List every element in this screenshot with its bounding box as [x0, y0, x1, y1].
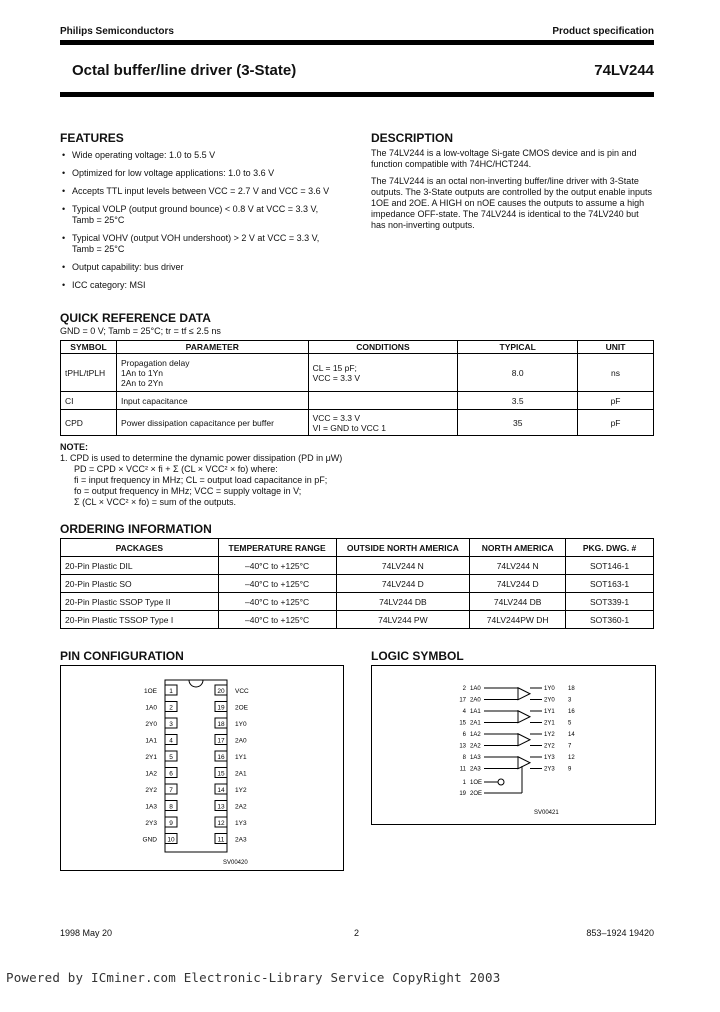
input-pin-label: 1A3 [470, 755, 481, 761]
table-cell: VCC = 3.3 V VI = GND to VCC 1 [308, 410, 458, 436]
pin-label: 1A0 [145, 704, 157, 712]
pin-number: 17 [217, 737, 225, 745]
pin-label: 2Y0 [145, 721, 157, 728]
note-block [60, 442, 654, 508]
input-pin-number: 15 [459, 720, 466, 727]
table-row [61, 593, 654, 611]
part-number: 74LV244 [594, 62, 654, 79]
header-rule-bottom [60, 92, 654, 97]
table-cell: 74LV244 PW [336, 611, 470, 629]
output-pin-number: 18 [568, 686, 575, 692]
pin-number: 5 [169, 754, 173, 761]
table-cell: –40°C to +125°C [218, 593, 336, 611]
features-heading: FEATURES [60, 131, 124, 145]
table-row [61, 611, 654, 629]
pin-label: GND [142, 836, 157, 844]
input-pin-number: 8 [462, 755, 466, 761]
description-paragraph: The 74LV244 is an octal non-inverting buffer/line driver with 3-State outputs. The 3-State outputs are controlled by the output enable inputs 1OE and 2OE. A HIGH on nOE causes the outputs to assume a high impedance OFF-state. The 74LV244 is identical to the 74LV240 but has non-inverting outputs. [371, 176, 653, 230]
pin-number: 18 [217, 721, 225, 728]
table-cell: 35 [458, 410, 578, 436]
column-header: SYMBOL [61, 341, 117, 354]
table-header-row [61, 539, 654, 557]
input-pin-label: 1A0 [470, 686, 481, 692]
output-pin-label: 2Y0 [544, 697, 555, 704]
pin-label: 1A2 [145, 770, 157, 778]
note-line: 1. CPD is used to determine the dynamic power dissipation (PD in μW) [60, 453, 343, 463]
table-cell: 74LV244 N [336, 557, 470, 575]
pin-label: 2Y1 [145, 754, 157, 761]
pin-label: 1A3 [145, 803, 157, 811]
table-cell: –40°C to +125°C [218, 557, 336, 575]
table-cell: –40°C to +125°C [218, 611, 336, 629]
pin-number: 6 [169, 770, 173, 778]
column-header: TEMPERATURE RANGE [218, 539, 336, 557]
pin-number: 10 [167, 836, 175, 844]
table-cell: tPHL/tPLH [61, 354, 117, 392]
note-line: fi = input frequency in MHz; CL = output load capacitance in pF; [74, 475, 328, 485]
input-pin-number: 2 [462, 686, 466, 692]
pin-number: 9 [169, 820, 173, 827]
feature-item: • Typical VOLP (output ground bounce) < 0.8 V at VCC = 3.3 V, Tamb = 25°C [62, 204, 332, 226]
feature-item: • Accepts TTL input levels between VCC = 2.7 V and VCC = 3.6 V [62, 186, 332, 197]
column-header: PKG. DWG. # [566, 539, 654, 557]
output-pin-label: 2Y2 [544, 743, 555, 750]
pin-number: 12 [217, 820, 225, 827]
feature-item: • Wide operating voltage: 1.0 to 5.5 V [62, 150, 332, 161]
company-name: Philips Semiconductors [60, 26, 174, 37]
column-header: PARAMETER [116, 341, 308, 354]
description-body [371, 148, 654, 237]
pin-label: 1Y1 [235, 754, 247, 761]
pin-number: 1 [169, 688, 173, 695]
doc-type: Product specification [552, 26, 654, 37]
ordering-heading: ORDERING INFORMATION [60, 522, 212, 536]
table-row [61, 354, 654, 392]
table-cell: 74LV244 DB [336, 593, 470, 611]
pin-label: 2A2 [235, 803, 247, 811]
input-pin-label: 1A2 [470, 732, 481, 738]
table-cell: SOT163-1 [566, 575, 654, 593]
output-pin-number: 5 [568, 720, 572, 727]
pin-label: 1Y2 [235, 787, 247, 794]
input-pin-label: 2A3 [470, 766, 481, 773]
table-cell: CI [61, 392, 117, 410]
column-header: UNIT [578, 341, 654, 354]
logic-inputs [459, 686, 518, 773]
output-pin-label: 1Y1 [544, 709, 555, 715]
logic-symbol-heading: LOGIC SYMBOL [371, 649, 464, 663]
inversion-bubble [498, 779, 504, 785]
input-pin-label: 2A0 [470, 697, 481, 704]
output-pin-label: 2Y1 [544, 720, 555, 727]
logic-symbol-diagram [372, 666, 655, 824]
table-cell: Input capacitance [116, 392, 308, 410]
pin-label: 1OE [143, 688, 157, 695]
input-pin-number: 17 [459, 697, 466, 704]
pin-label: 2A1 [235, 770, 247, 778]
column-header: CONDITIONS [308, 341, 458, 354]
output-pin-number: 14 [568, 732, 575, 738]
figure-code: SV00420 [223, 860, 248, 866]
quick-ref-table [60, 340, 654, 436]
output-pin-number: 12 [568, 755, 575, 761]
pin-number: 7 [169, 787, 173, 794]
table-cell: 20-Pin Plastic SO [61, 575, 219, 593]
input-pin-label: 1A1 [470, 709, 481, 715]
input-pin-number: 11 [459, 766, 466, 773]
table-cell: SOT339-1 [566, 593, 654, 611]
feature-item: • ICC category: MSI [62, 280, 332, 291]
table-cell: Propagation delay 1An to 1Yn 2An to 2Yn [116, 354, 308, 392]
buffer-triangle [518, 711, 530, 723]
column-header: PACKAGES [61, 539, 219, 557]
table-cell: –40°C to +125°C [218, 575, 336, 593]
footer-page: 2 [354, 928, 360, 938]
table-cell: CPD [61, 410, 117, 436]
table-cell: 74LV244PW DH [470, 611, 566, 629]
powered-by-banner: Powered by ICminer.com Electronic-Library Service CopyRight 2003 [6, 970, 501, 985]
logic-outputs [530, 686, 575, 773]
footer-code: 853–1924 19420 [586, 928, 654, 938]
input-pin-label: 2A1 [470, 720, 481, 727]
pin-label: 1Y0 [235, 721, 247, 728]
table-cell: SOT360-1 [566, 611, 654, 629]
enable-pin-label: 1OE [470, 780, 483, 786]
input-pin-label: 2A2 [470, 743, 481, 750]
table-cell: 74LV244 D [470, 575, 566, 593]
output-pin-label: 1Y0 [544, 686, 555, 692]
table-cell: CL = 15 pF; VCC = 3.3 V [308, 354, 458, 392]
note-line: fo = output frequency in MHz; VCC = supply voltage in V; [74, 486, 302, 496]
pin-number: 4 [169, 737, 173, 745]
enable-pin-number: 19 [459, 791, 466, 797]
table-row [61, 392, 654, 410]
input-pin-number: 4 [462, 709, 466, 715]
output-pin-number: 16 [568, 709, 575, 715]
feature-item: • Typical VOHV (output VOH undershoot) > 2 V at VCC = 3.3 V, Tamb = 25°C [62, 233, 332, 255]
note-line: Σ (CL × VCC² × fo) = sum of the outputs. [74, 497, 237, 507]
table-cell: pF [578, 392, 654, 410]
logic-enables [459, 766, 522, 797]
description-heading: DESCRIPTION [371, 131, 454, 145]
buffer-triangle [518, 734, 530, 746]
enable-pin-number: 1 [462, 780, 466, 786]
buffer-triangle [518, 757, 530, 769]
pin-number: 11 [217, 836, 225, 844]
pin-label: 1Y3 [235, 820, 247, 827]
table-cell: 3.5 [458, 392, 578, 410]
output-pin-number: 3 [568, 697, 572, 704]
pin-label: 2A0 [235, 737, 247, 745]
pin-number: 14 [217, 787, 225, 794]
features-list [62, 150, 332, 298]
table-cell: 74LV244 D [336, 575, 470, 593]
table-cell: ns [578, 354, 654, 392]
logic-symbol-figure [371, 665, 656, 825]
buffer-triangle [518, 688, 530, 700]
description-paragraph: The 74LV244 is a low-voltage Si-gate CMOS device and is pin and function compatible with 74HC/HCT244. [371, 148, 637, 169]
pin-label: 1A1 [145, 737, 157, 745]
column-header: OUTSIDE NORTH AMERICA [336, 539, 470, 557]
ordering-table [60, 538, 654, 629]
table-cell: 74LV244 DB [470, 593, 566, 611]
table-row [61, 410, 654, 436]
pin-number: 16 [217, 754, 225, 761]
table-cell: 8.0 [458, 354, 578, 392]
pin-label: VCC [235, 688, 249, 695]
pin-config-figure [60, 665, 344, 871]
figure-code: SV00421 [534, 810, 559, 816]
table-row [61, 575, 654, 593]
pin-number: 20 [217, 688, 225, 695]
pin-number: 3 [169, 721, 173, 728]
feature-item: • Output capability: bus driver [62, 262, 332, 273]
table-cell: pF [578, 410, 654, 436]
pin-config-diagram [61, 666, 343, 870]
pin-config-heading: PIN CONFIGURATION [60, 649, 184, 663]
input-pin-number: 6 [462, 732, 466, 738]
table-cell: 20-Pin Plastic SSOP Type II [61, 593, 219, 611]
table-header-row [61, 341, 654, 354]
pin-number: 15 [217, 770, 225, 778]
pin-label: 2A3 [235, 836, 247, 844]
input-pin-number: 13 [459, 743, 466, 750]
output-pin-number: 9 [568, 766, 572, 773]
footer-date: 1998 May 20 [60, 928, 113, 938]
pin-number: 8 [169, 803, 173, 811]
pin-number: 19 [217, 704, 225, 712]
table-cell: 20-Pin Plastic TSSOP Type I [61, 611, 219, 629]
feature-item: • Optimized for low voltage applications: 1.0 to 3.6 V [62, 168, 332, 179]
note-line: PD = CPD × VCC² × fi + Σ (CL × VCC² × fo) where: [74, 464, 278, 474]
column-header: NORTH AMERICA [470, 539, 566, 557]
table-row [61, 557, 654, 575]
table-cell: 20-Pin Plastic DIL [61, 557, 219, 575]
table-cell: 74LV244 N [470, 557, 566, 575]
table-cell: Power dissipation capacitance per buffer [116, 410, 308, 436]
pin-label: 2OE [235, 704, 249, 712]
quick-ref-conditions: GND = 0 V; Tamb = 25°C; tr = tf ≤ 2.5 ns [60, 326, 221, 336]
enable-pin-label: 2OE [470, 791, 483, 797]
document-title: Octal buffer/line driver (3-State) [72, 62, 297, 79]
pin-number: 13 [217, 803, 225, 811]
header-rule-top [60, 40, 654, 45]
quick-ref-heading: QUICK REFERENCE DATA [60, 311, 211, 325]
pin-number: 2 [169, 704, 173, 712]
output-pin-label: 2Y3 [544, 766, 555, 773]
pin-label: 2Y2 [145, 787, 157, 794]
output-pin-label: 1Y2 [544, 732, 555, 738]
note-heading: NOTE: [60, 442, 88, 452]
output-pin-label: 1Y3 [544, 755, 555, 761]
pin-label: 2Y3 [145, 820, 157, 827]
output-pin-number: 7 [568, 743, 572, 750]
column-header: TYPICAL [458, 341, 578, 354]
table-cell [308, 392, 458, 410]
logic-buffers [518, 688, 530, 769]
table-cell: SOT146-1 [566, 557, 654, 575]
